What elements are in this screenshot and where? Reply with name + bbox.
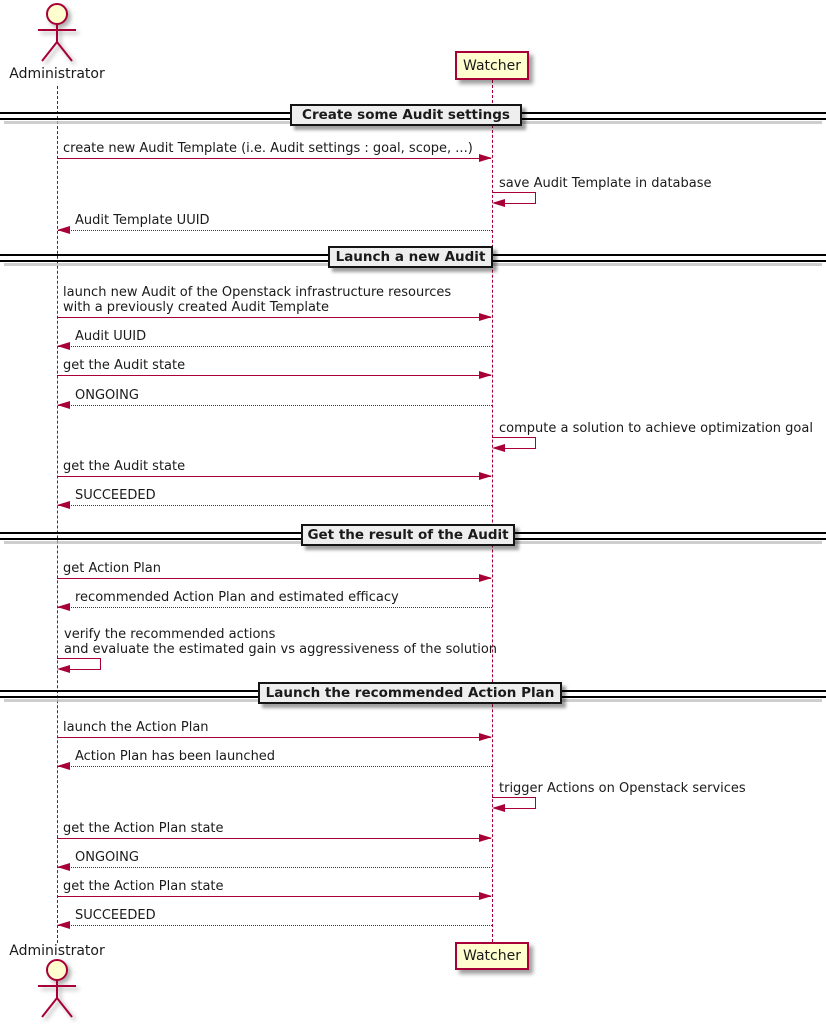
self-message-top-line [492, 797, 536, 798]
message-arrow-line [57, 476, 491, 477]
message-arrow-line [57, 896, 491, 897]
message-arrow-line [57, 375, 491, 376]
message-label: launch the Action Plan [63, 720, 209, 735]
actor-icon [27, 958, 87, 1022]
message-return-line [58, 867, 492, 868]
message-label: with a previously created Audit Template [63, 300, 330, 315]
self-message-side-line [535, 797, 536, 808]
arrowhead-right [479, 733, 492, 741]
message-label: SUCCEEDED [75, 908, 156, 923]
participant-box-watcher-top: Watcher [455, 51, 529, 80]
arrowhead-left [492, 804, 505, 812]
arrowhead-right [479, 834, 492, 842]
arrowhead-left [57, 401, 70, 409]
message-label: get the Audit state [63, 459, 186, 474]
message-label: trigger Actions on Openstack services [499, 781, 746, 796]
self-message-bottom-line [502, 203, 536, 204]
self-message-side-line [535, 192, 536, 203]
self-message-side-line [100, 658, 101, 669]
message-label: get the Action Plan state [63, 879, 224, 894]
self-message-bottom-line [502, 808, 536, 809]
lifeline-watcher [492, 80, 493, 942]
participant-label-administrator-bottom: Administrator [9, 943, 105, 959]
message-return-line [58, 925, 492, 926]
arrowhead-right [479, 574, 492, 582]
message-label: Action Plan has been launched [75, 749, 276, 764]
actor-icon [27, 2, 87, 66]
message-label: recommended Action Plan and estimated efficacy [75, 590, 399, 605]
message-label: ONGOING [75, 850, 139, 865]
arrowhead-right [479, 313, 492, 321]
arrowhead-left [492, 444, 505, 452]
message-arrow-line [57, 737, 491, 738]
self-message-top-line [492, 437, 536, 438]
message-arrow-line [57, 838, 491, 839]
message-arrow-line [57, 317, 491, 318]
message-label: save Audit Template in database [499, 176, 712, 191]
section-divider-label: Launch a new Audit [328, 246, 493, 268]
participant-label-administrator-top: Administrator [9, 66, 105, 82]
arrowhead-left [57, 603, 70, 611]
lifeline-admin [57, 86, 58, 943]
arrowhead-left [57, 863, 70, 871]
arrowhead-right [479, 472, 492, 480]
self-message-bottom-line [67, 669, 101, 670]
message-arrow-line [57, 578, 491, 579]
self-message-side-line [535, 437, 536, 448]
message-label: ONGOING [75, 388, 139, 403]
message-label: Audit UUID [75, 329, 147, 344]
arrowhead-right [479, 892, 492, 900]
arrowhead-left [57, 226, 70, 234]
arrowhead-left [57, 762, 70, 770]
arrowhead-left [57, 921, 70, 929]
message-return-line [58, 766, 492, 767]
message-label: create new Audit Template (i.e. Audit settings : goal, scope, ...) [63, 141, 473, 156]
message-label: verify the recommended actions [64, 627, 276, 642]
message-label: get the Audit state [63, 358, 186, 373]
self-message-top-line [492, 192, 536, 193]
participant-box-watcher-bottom: Watcher [455, 942, 529, 970]
section-divider-label: Create some Audit settings [290, 104, 522, 126]
message-label: and evaluate the estimated gain vs aggressiveness of the solution [64, 642, 498, 657]
self-message-top-line [57, 658, 101, 659]
message-return-line [58, 505, 492, 506]
arrowhead-right [479, 371, 492, 379]
message-return-line [58, 607, 492, 608]
arrowhead-left [57, 665, 70, 673]
message-label: launch new Audit of the Openstack infrastructure resources [63, 285, 452, 300]
message-label: compute a solution to achieve optimization goal [499, 421, 813, 436]
self-message-bottom-line [502, 448, 536, 449]
message-return-line [58, 346, 492, 347]
message-label: Audit Template UUID [75, 213, 210, 228]
message-return-line [58, 230, 492, 231]
message-return-line [58, 405, 492, 406]
message-label: SUCCEEDED [75, 488, 156, 503]
arrowhead-left [57, 342, 70, 350]
arrowhead-left [57, 501, 70, 509]
message-label: get Action Plan [63, 561, 161, 576]
arrowhead-left [492, 199, 505, 207]
section-divider-label: Get the result of the Audit [301, 524, 515, 546]
arrowhead-right [479, 154, 492, 162]
message-label: get the Action Plan state [63, 821, 224, 836]
section-divider-label: Launch the recommended Action Plan [258, 682, 562, 704]
message-arrow-line [57, 158, 491, 159]
